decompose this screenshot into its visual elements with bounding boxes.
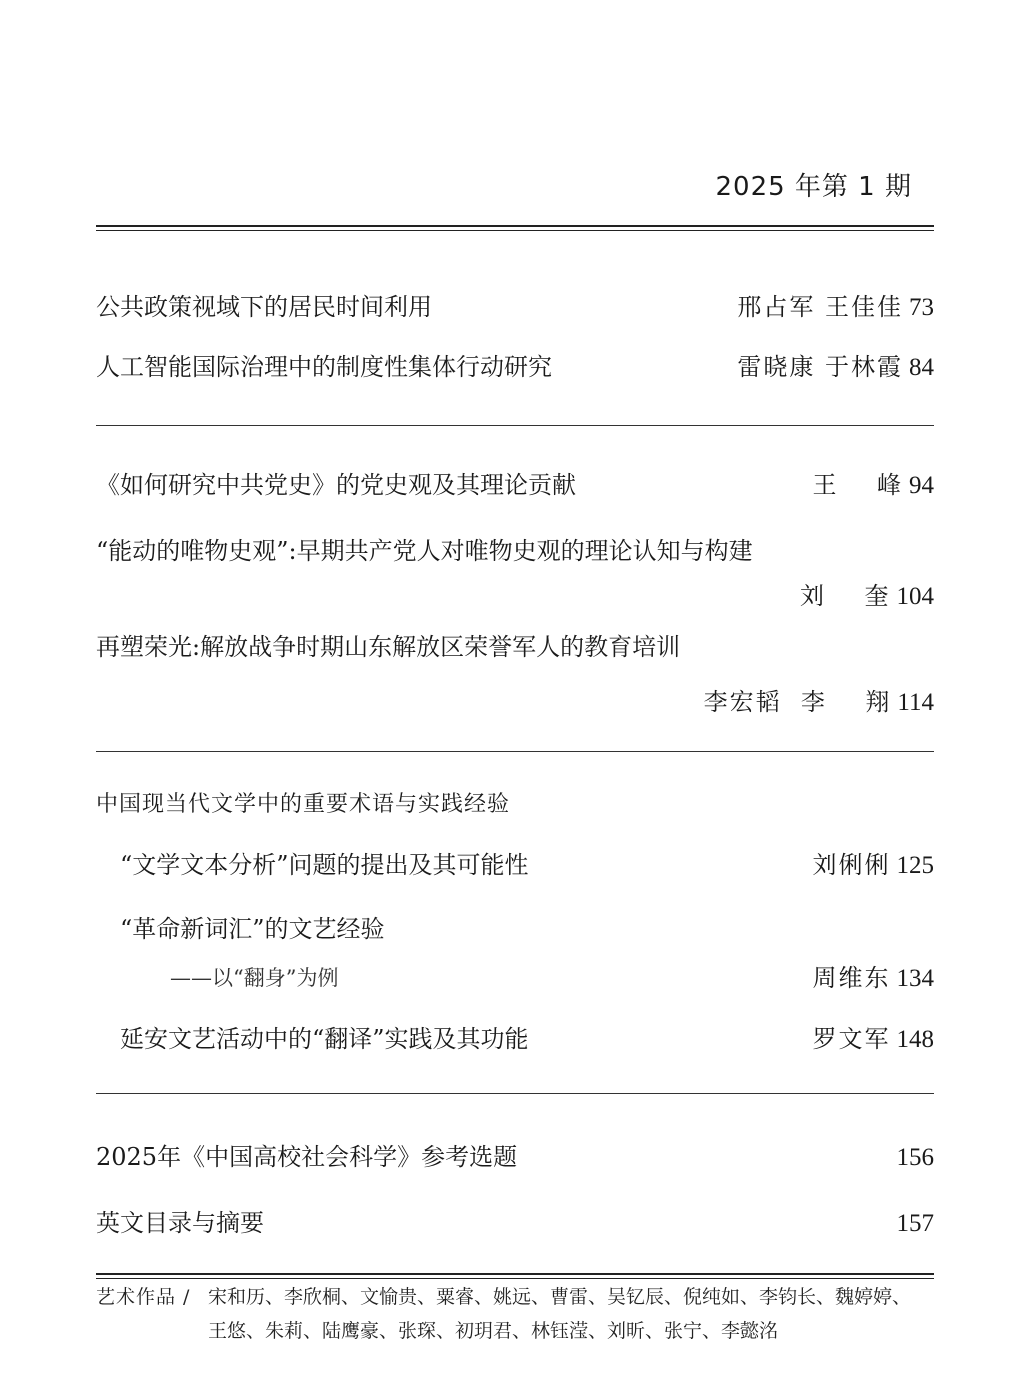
entry-title: “文学文本分析”问题的提出及其可能性 [120,851,529,879]
entry-page: 114 [897,689,934,716]
entry-title: 英文目录与摘要 [96,1209,264,1237]
section-divider [96,425,934,426]
toc-entry[interactable] [96,289,934,325]
section-heading-text: 中国现当代文学中的重要术语与实践经验 [96,792,511,817]
toc-entry[interactable] [96,911,934,947]
credits-names-line2: 王悠、朱莉、陆鹰豪、张琛、初玥君、林钰滢、刘昕、张宁、李懿洺 [208,1320,779,1342]
entry-subtitle: ——以“翻身”为例 [170,966,339,990]
toc-entry[interactable] [96,533,934,569]
entry-authors: 李宏韬 李 翔 [703,688,892,716]
entry-title: 公共政策视域下的居民时间利用 [96,293,432,321]
entry-authors: 周维东 [812,964,891,992]
section-divider [96,751,934,752]
toc-entry-subtitle [96,960,934,996]
entry-page: 148 [896,1026,934,1053]
toc-entry[interactable] [96,349,934,385]
entry-title: 延安文艺活动中的“翻译”实践及其功能 [120,1025,529,1053]
header-rule [96,225,934,231]
entry-authors: 刘 奎 [799,582,891,610]
toc-entry[interactable] [96,629,934,665]
entry-authors: 罗文军 [812,1025,891,1053]
entry-page: 157 [896,1210,934,1237]
section-heading [96,787,934,823]
toc-entry[interactable] [96,467,934,503]
credits-label: 艺术作品 / [96,1286,191,1308]
entry-title: 《如何研究中共党史》的党史观及其理论贡献 [96,471,576,499]
entry-page: 94 [909,472,934,499]
entry-page: 156 [896,1144,934,1171]
entry-title: “革命新词汇”的文艺经验 [120,915,385,943]
toc-entry[interactable] [96,1139,934,1175]
entry-title: “能动的唯物史观”:早期共产党人对唯物史观的理论认知与构建 [96,537,753,565]
entry-page: 134 [896,965,934,992]
section-divider [96,1093,934,1094]
credits-names-line1: 宋和历、李欣桐、文愉贵、粟睿、姚远、曹雷、吴钇辰、倪纯如、李钧长、魏婷婷、 [208,1286,912,1308]
entry-title: 人工智能国际治理中的制度性集体行动研究 [96,353,552,381]
entry-page: 104 [896,583,934,610]
footer-rule [96,1273,934,1279]
entry-page: 73 [909,294,934,321]
toc-entry-byline [96,684,934,720]
entry-page: 125 [896,852,934,879]
toc-entry[interactable] [96,847,934,883]
issue-number: 2025 年第 1 期 [715,172,912,202]
entry-authors: 王 峰 [812,471,903,499]
entry-title: 再塑荣光:解放战争时期山东解放区荣誉军人的教育培训 [96,633,681,661]
entry-authors: 雷晓康 于林霞 [737,353,903,381]
toc-entry[interactable] [96,1021,934,1057]
entry-authors: 邢占军 王佳佳 [737,293,903,321]
entry-authors: 刘俐俐 [812,851,891,879]
entry-title: 2025年《中国高校社会科学》参考选题 [96,1143,518,1171]
toc-entry-byline [96,578,934,614]
entry-page: 84 [909,354,934,381]
toc-entry[interactable] [96,1205,934,1241]
